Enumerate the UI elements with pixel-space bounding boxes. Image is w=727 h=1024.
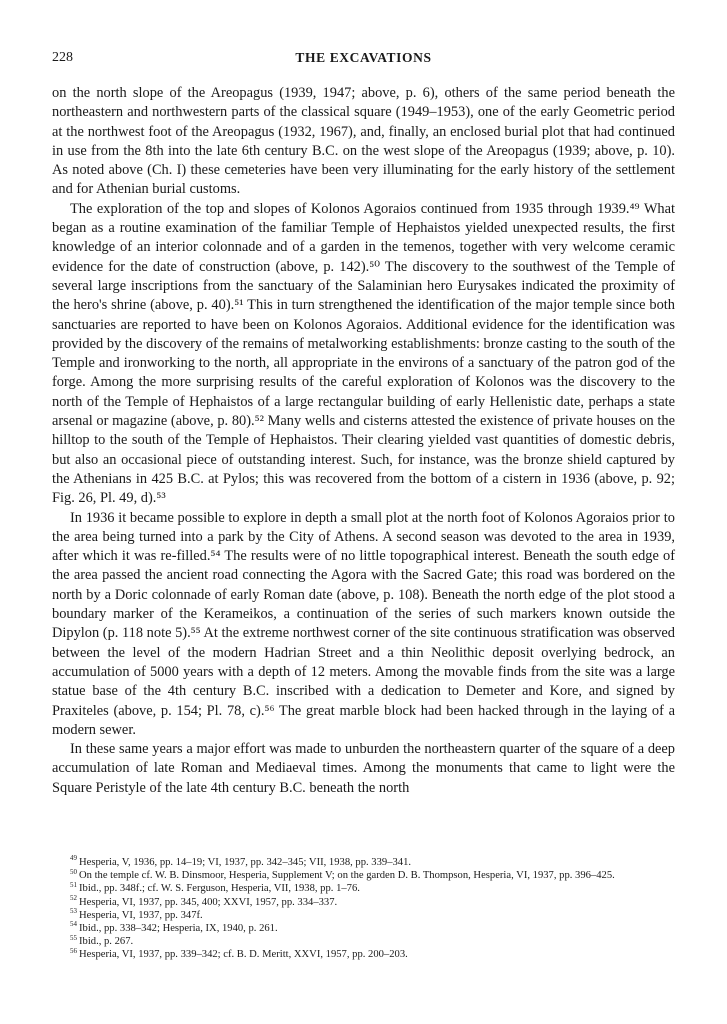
footnote-text: Hesperia, VI, 1937, pp. 339–342; cf. B. D. Meritt, XXVI, 1957, pp. 200–203.	[79, 949, 408, 961]
footnote-text: Hesperia, VI, 1937, pp. 345, 400; XXVI, 1957, pp. 334–337.	[79, 896, 338, 908]
footnote-number: 53	[70, 907, 77, 916]
running-title: THE EXCAVATIONS	[295, 50, 432, 65]
footnote-49	[52, 856, 675, 869]
footnote-text: Ibid., pp. 348f.; cf. W. S. Ferguson, Hesperia, VII, 1938, pp. 1–76.	[79, 883, 360, 895]
footnote-text: Ibid., pp. 338–342; Hesperia, IX, 1940, p. 261.	[79, 923, 278, 935]
paragraph-1: on the north slope of the Areopagus (1939, 1947; above, p. 6), others of the same period beneath the northeastern and northwestern parts of the classical square (1949–1953), one of the early Geometric period at the northwest foot of the Areopagus (1932, 1967), and, finally, an enclosed burial plot that had continued in use from the 8th into the late 6th century B.C. on the west slope of the Areopagus (1939; above, p. 10). As noted above (Ch. I) these cemeteries have been very illuminating for the early history of the settlement and for Athenian burial customs.	[52, 85, 675, 198]
footnote-number: 51	[70, 880, 77, 889]
footnote-52	[52, 896, 675, 909]
footnote-55	[52, 935, 675, 948]
paragraph-2: The exploration of the top and slopes of Kolonos Agoraios continued from 1935 through 1939.⁴⁹ What began as a routine examination of the familiar Temple of Hephaistos yielded unexpected results, the first knowledge of an interior colonnade and of a garden in the temenos, together with very welcome ceramic evidence for the date of construction (above, p. 142).⁵⁰ The discovery to the southwest of the Temple of several large inscriptions from the sanctuary of the Salaminian hero Eurysakes indicated the proximity of the hero's shrine (above, p. 40).⁵¹ This in turn strengthened the identification of the major temple since both sanctuaries are reported to have been on Kolonos Agoraios. Additional evidence for the identification was provided by the discovery of the remains of metalworking establishments: bronze casting to the south of the Temple and ironworking to the north, all appropriate in the environs of a sanctuary of the patron god of the forge. Among the more surprising results of the careful exploration of Kolonos was the discovery to the north of the Temple of Hephaistos of a large rectangular building of early Hellenistic date, perhaps a state arsenal or magazine (above, p. 80).⁵² Many wells and cisterns attested the existence of private houses on the hilltop to the south of the Temple of Hephaistos. Their clearing yielded vast quantities of domestic debris, but also an occasional piece of outstanding interest. Such, for instance, was the bronze shield captured by the Athenians in 425 B.C. at Pylos; this was recovered from the bottom of a cistern in 1936 (above, p. 92; Fig. 26, Pl. 49, d).⁵³	[52, 200, 675, 507]
footnote-number: 52	[70, 894, 77, 903]
paragraph-3: In 1936 it became possible to explore in depth a small plot at the north foot of Kolonos Agoraios prior to the area being turned into a park by the City of Athens. A second season was devoted to the area in 1939, after which it was re-filled.⁵⁴ The results were of no little topographical interest. Beneath the south edge of the area passed the ancient road connecting the Agora with the Sacred Gate; this road was bordered on the north by a Doric colonnade of early Roman date (above, p. 108). Beneath the north edge of the plot stood a boundary marker of the Kerameikos, a continuation of the series of such markers known outside the Dipylon (p. 118 note 5).⁵⁵ At the extreme northwest corner of the site continuous stratification was observed between the level of the modern Hadrian Street and a thin Neolithic deposit overlying bedrock, an accumulation of 5000 years with a depth of 12 meters. Among the movable finds from the site was a large statue base of the 4th century B.C. inscribed with a dedication to Demeter and Kore, and signed by Praxiteles (above, p. 154; Pl. 78, c).⁵⁶ The great marble block had been hacked through in the laying of a modern sewer.	[52, 509, 675, 738]
footnote-number: 56	[70, 946, 77, 955]
footnote-number: 54	[70, 920, 77, 929]
footnote-text: Hesperia, VI, 1937, pp. 347f.	[79, 909, 203, 921]
footnote-text: Ibid., p. 267.	[79, 936, 134, 948]
footnote-number: 55	[70, 933, 77, 942]
page-header	[52, 50, 675, 72]
footnote-text: Hesperia, V, 1936, pp. 14–19; VI, 1937, pp. 342–345; VII, 1938, pp. 339–341.	[79, 857, 412, 868]
footnote-51	[52, 882, 675, 895]
footnote-50	[52, 869, 675, 882]
paragraph-4: In these same years a major effort was made to unburden the northeastern quarter of the square of a deep accumulation of late Roman and Mediaeval times. Among the monuments that came to light were the Square Peristyle of the late 4th century B.C. beneath the north	[52, 741, 675, 796]
body-text	[52, 84, 675, 798]
footnote-56	[52, 948, 675, 961]
footnote-text: On the temple cf. W. B. Dinsmoor, Hesperia, Supplement V; on the garden D. B. Thompson, Hesperia, VI, 1937, pp. 396–425.	[79, 870, 615, 882]
footnote-53	[52, 909, 675, 922]
footnote-number: 49	[70, 854, 77, 863]
footnote-number: 50	[70, 867, 77, 876]
footnote-54	[52, 922, 675, 935]
page-number: 228	[52, 50, 73, 65]
footnotes	[52, 856, 675, 962]
